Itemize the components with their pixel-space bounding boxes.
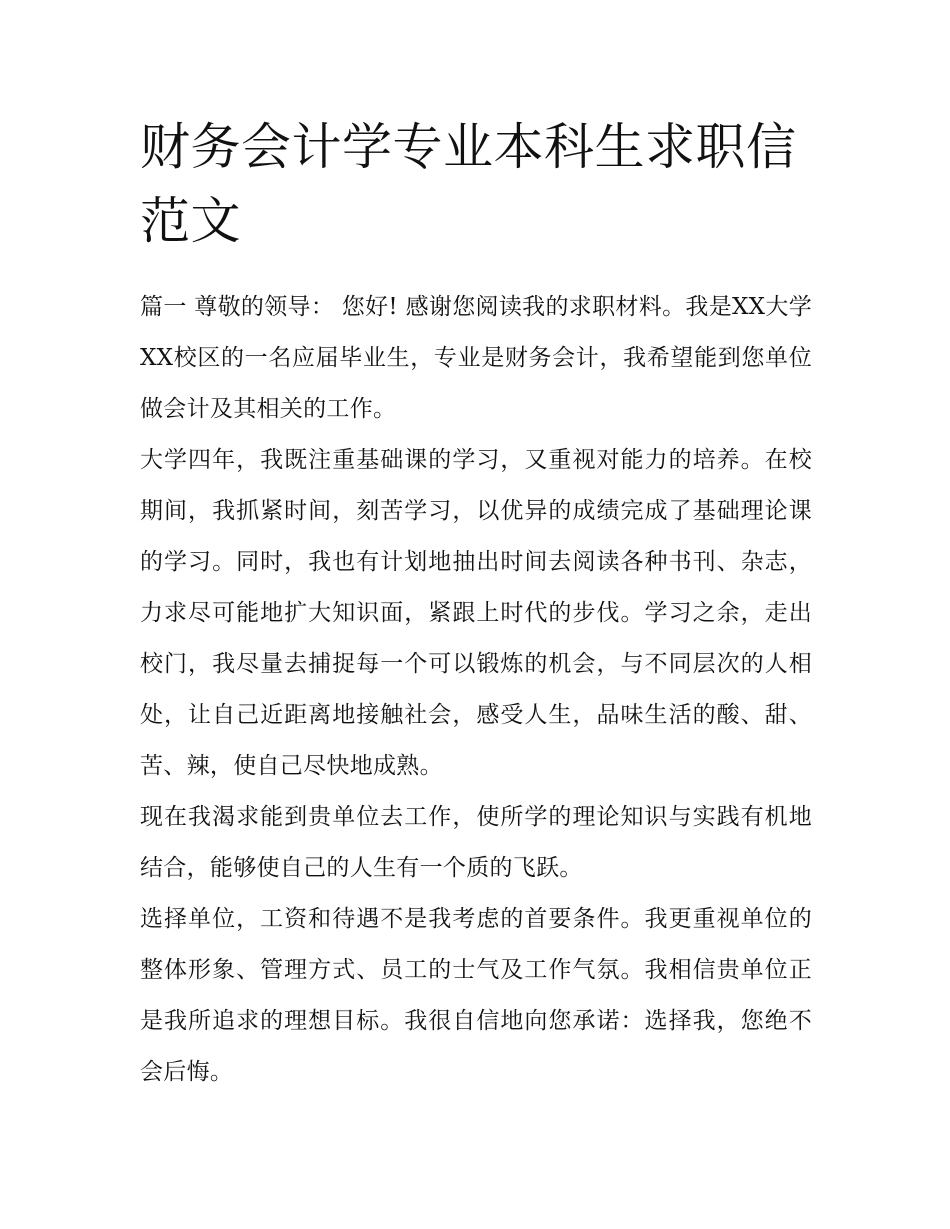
document-body [140, 282, 812, 1098]
document-page [140, 110, 812, 1098]
document-title: 财务会计学专业本科生求职信范文 [140, 118, 797, 250]
body-paragraph-3: 现在我渴求能到贵单位去工作，使所学的理论知识与实践有机地结合，能够使自己的人生有一个质的飞跃。 [140, 804, 812, 881]
body-paragraph-2: 大学四年，我既注重基础课的学习，又重视对能力的培养。在校期间，我抓紧时间，刻苦学习，以优异的成绩完成了基础理论课的学习。同时，我也有计划地抽出时间去阅读各种书刊、杂志，力求尽可能地扩大知识面，紧跟上时代的步伐。学习之余，走出校门，我尽量去捕捉每一个可以锻炼的机会，与不同层次的人相处，让自己近距离地接触社会，感受人生，品味生活的酸、甜、苦、辣，使自己尽快地成熟。 [140, 447, 812, 779]
body-paragraph-4: 选择单位，工资和待遇不是我考虑的首要条件。我更重视单位的整体形象、管理方式、员工的士气及工作气氛。我相信贵单位正是我所追求的理想目标。我很自信地向您承诺：选择我，您绝不会后悔。 [140, 906, 812, 1085]
body-paragraph-1: 篇一 尊敬的领导： 您好! 感谢您阅读我的求职材料。我是XX大学XX校区的一名应届毕业生，专业是财务会计，我希望能到您单位做会计及其相关的工作。 [140, 294, 812, 422]
